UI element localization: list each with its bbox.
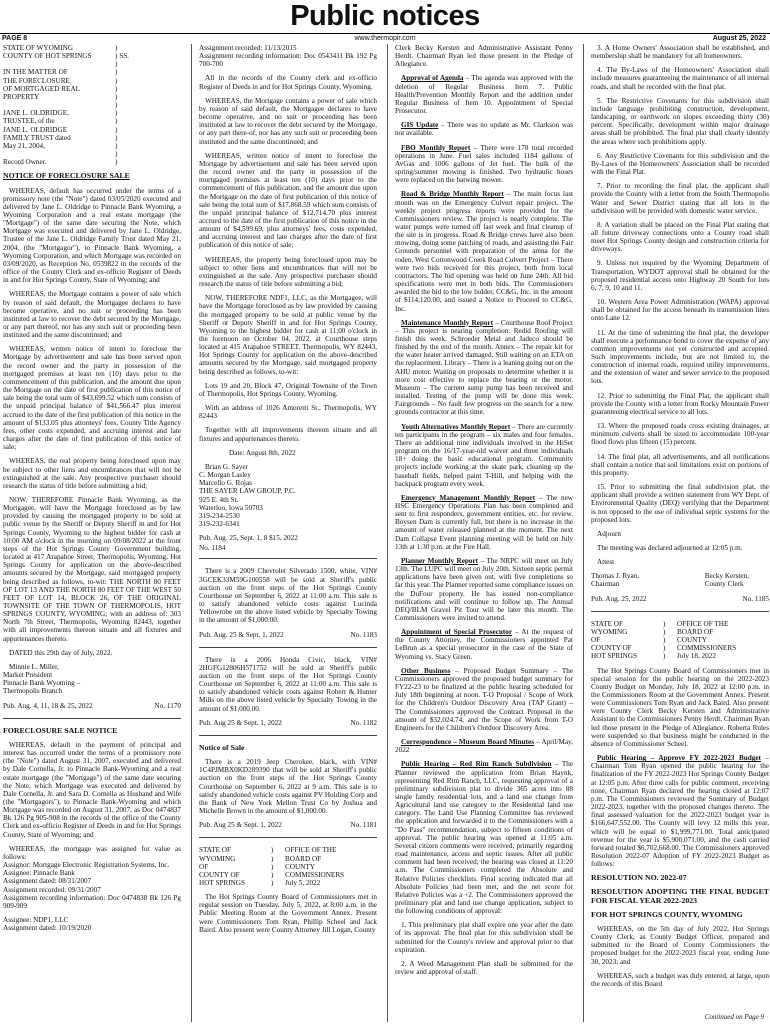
notice-paragraph: Together with all improvements thereon situate and all fixtures and appurtenances thereto. — [199, 426, 377, 443]
item-heading: Approval of Agenda — [401, 74, 464, 83]
item-heading: GIS Update — [401, 121, 439, 130]
agenda-item: Approval of Agenda – The agenda was approved with the deletion of Regular Business Item 7. Public Health/Prevention Monthly Report and the addition under Regular Business of Item 10. Appointment of Special Prosecutor. — [395, 74, 573, 116]
notice-paragraph: With an address of 1026 Amoretti St., Thermopolis, WY 82443 — [199, 404, 377, 421]
column-1 — [3, 44, 181, 1022]
notice-paragraph: The Hot Springs County Board of Commissioners met in regular session on Tuesday, July 5, 2022, at 8:00 a.m. in the Public Meeting Room at the Government Annex. Present were Commissioners Tom Ryan, Phillip Scheel and Jack Baird. Also present were County Attorney Jill Logan, County — [199, 893, 377, 934]
caption-brackets: ) ) ) ) ) — [271, 846, 274, 887]
publication-line — [3, 702, 181, 710]
column-divider — [583, 44, 584, 1022]
signature-block: Minnie L. Miller, Market President Pinnacle Bank Wyoming – Thermopolis Branch — [3, 662, 81, 696]
adjourn-label: Adjourn — [597, 529, 621, 538]
item-heading: Road & Bridge Monthly Report — [401, 190, 504, 199]
notice-separator — [199, 647, 377, 648]
condition-item: 6. Any Restrictive Covenants for this subdivision and the By-Laws of the Homeowners' Association shall be recorded with the Final Plat. — [591, 151, 769, 177]
agenda-item: FBO Monthly Report – There were 178 total recorded operations in June. Fuel sales included 1184 gallons of AvGas and 1006 gallons of Jet fuel. The bulk of the spring/summer mowing is finished. Two hydraulic hoses were replaced on the batwing mower. — [395, 143, 573, 185]
notice-paragraph: There is a 2009 Chevrolet Silverado 1500, white, VIN# 3GCEK33M59G100558 will be sold at Sheriff's public auction on the front steps of the Hot Springs County Courthouse on September 6, 2022 at 11:00 a.m. This sale is to satisfy abandoned vehicle costs against Lucinda Yellowrobe on the above listed vehicle by Specialty Towing in the amount of $1,000.00. — [199, 567, 377, 625]
item-heading: Appointment of Special Prosecutor — [401, 628, 513, 637]
agenda-item: Youth Alternatives Monthly Report – There are currently ten participants in the program – six males and four females. There an additional nine individuals involved in the HiSet program on the 16/17-year-old waiver and three individuals 18+ doing the basic educational program. Community projects include working at the skate park, cleaning up the baseball fields, helped paint T-Hill, and helping with the backpack program every week. — [395, 422, 573, 488]
notice-paragraph: Assignment recorded: 11/13/2015 Assignment recording information: Doc 0543411 Bk 192 Pg 700-700 — [199, 44, 377, 69]
agenda-item: Appointment of Special Prosecutor – At the request of the County Attorney, the Commissioners appointed Pat LeBrun as a special prosecutor in the case of the State of Wyoming vs. Stacy Green. — [395, 628, 573, 661]
notice-paragraph: WHEREAS, the Mortgage contains a power of sale which by reason of said default, the Mortgagee declares to have become operative, and no suit or proceeding has been instituted at law to recover the debt secured by the Mortgage, or any part there-of, nor has any such suit or proceeding been instituted and the same discontinued; and — [199, 96, 377, 146]
caption-right: OFFICE OF THE BOARD OF COUNTY COMMISSIONERS July 5, 2022 — [285, 846, 345, 887]
agenda-item: Correspondence – Museum Board Minutes – April/May, 2022 — [395, 738, 573, 755]
notice-heading: FORECLOSURE SALE NOTICE — [3, 725, 118, 735]
notice-paragraph: There is a 2019 Jeep Cherokee, black, with VIN# 1C4PJMBX0KD289390 that will be sold at Sheriff's public auction on the front steps of the Hot Springs County Courthouse on September 6, 2022 at 9 a.m. This sale is to satisfy abandoned vehicle costs against PV Holding Corp and the Bank of New York Mellon Trust Co by Joshua and Michelle Brown in the amount of $1,000.00. — [199, 758, 377, 816]
pub-dates: Pub. Aug 25 & Sept. 1, 2022 — [199, 718, 282, 727]
agenda-item: Maintenance Monthly Report – Courthouse Roof Project – This project is nearing completion. Redid Roofing will finish this week. Schroeder Metal and Jadeco should be finished by the end of the month. Annex – The repair kit for the water heater arrived damaged. Still waiting on an ETA on the replacement. Library – There is a leaning going out on the AHU motor. Waiting on proposals to determine whether it is more cost effective to replace the bearing or the motor. Museum – The current sump pump has been received and installed. Testing of the pump will be done this week. Fairgrounds – No fault few progress on the search for a new grounds contractor at this time. — [395, 318, 573, 417]
notice-paragraph: WHEREAS, default in the payment of principal and interest has occurred under the terms of a promissory note (the "Note") dated August 31, 2007, executed and delivered by Dale Cornella, Jr. to Pinnacle Bank-Wyoming and a real estate mortgage (the "Mortgage") of the same date securing the Note, which Mortgage was executed and delivered by Dale Cornella, Jr. and Sara D. Cornella as Husband and Wife (the "Mortgagors"), to Pinnacle Bank-Wyoming and which Mortgage was recorded on August 31, 2007, as Doc 0474837 Bk 126 Pg 905-908 in the records of the office of the County Clerk and ex-officio Register of Deeds in and for Hot Springs County, State of Wyoming; and — [3, 740, 181, 839]
case-caption — [591, 620, 769, 661]
condition-item: 14. The final plat, all advertisements, and all notifications shall contain a notice that soil limitations exist on portions of this property. — [591, 452, 769, 477]
pub-dates: Pub. Aug 25 & Sept. 1, 2022 — [199, 821, 282, 830]
notice-separator — [3, 718, 181, 719]
agenda-item: Planner Monthly Report – The NRPC will meet on July 13th. The LUPC will meet on July 20th. Sixteen septic permit applications have been given out, with five completions so far this year. The Planner reported some compliance issues on the DuFour property. He has issued non-compliance notifications and will continue to follow up. The Annual DEQ/BLM Gravel Pit Tour will be later this month. The Commissioners were invited to attend. — [395, 556, 573, 622]
continued-note[interactable]: Continued on Page 9 — [704, 1013, 764, 1021]
dated-line: DATED this 29th day of July, 2022. — [9, 648, 113, 657]
notice-paragraph: WHEREAS, the real property being foreclosed upon may be subject to other liens and encumbrances that will not be extinguished at the sale. Any prospective purchaser should research the status of title before submitting a bid; — [3, 457, 181, 490]
pub-dates: Pub. Aug. 25 & Sept. 1, 2022 — [199, 630, 284, 639]
notice-paragraph: All in the records of the County clerk and ex-officio Register of Deeds in and for Hot Springs County, Wyoming. — [199, 74, 377, 91]
item-heading: FBO Monthly Report — [401, 143, 471, 152]
notice-paragraph: NOW, THEREFORE NDF1, LLC, as the Mortgagee, will have the Mortgage foreclosed as by law provided by causing the mortgaged property to be sold at public venue by the Sheriff or Deputy Sheriff in and for Hot Springs County, Wyoming to the highest bidder for cash at 11:00 o'clock in the forenoon on October 04, 2022, at Courthouse steps located at 415 Arapahoe STREET, Thermopolis, WY 82443, Hot Springs County for application on the above-described amounts secured by the Mortgage, said mortgaged property being described as follows, to-wit: — [199, 294, 377, 376]
condition-item: 3. A Home Owners' Association shall be established, and membership shall be mandatory for all homeowners. — [591, 44, 769, 61]
pub-number: No. 1183 — [350, 630, 377, 639]
column-divider — [387, 44, 388, 1022]
resolution-number: RESOLUTION NO. 2022-07 — [591, 873, 687, 883]
pub-number: No. 1170 — [154, 701, 181, 710]
pub-number: No. 1184 — [199, 544, 226, 553]
caption-left: STATE OF WYOMING OF COUNTY OF HOT SPRINGS — [591, 619, 637, 661]
notice-paragraph: There is a 2006 Honda Civic, black, VIN# 2HGFG12806H571752 will be sold at Sheriff's public auction on the front steps of the Hot Springs County Courthouse on September 6, 2022 at 11:00 a.m. This sale is to satisfy abandoned vehicle costs against Robert & Hunter Mills on the above listed vehicle by Specialty Towing in the amount of $1,000.00. — [199, 655, 377, 713]
resolution-subtitle: FOR HOT SPRINGS COUNTY, WYOMING — [591, 909, 743, 919]
agenda-item: GIS Update – There was no update as Mr. Clarkson was not available. — [395, 121, 573, 138]
caption-left: STATE OF WYOMING OF COUNTY OF HOT SPRINGS — [199, 846, 245, 887]
website-url[interactable]: www.thermopir.com — [354, 35, 416, 42]
condition-item: 9. Unless not required by the Wyoming Department of Transportation, WYDOT approval shall be obtained for the proposed residential access onto Highway 20 South for lots 6, 7, 9, 10 and 11. — [591, 259, 769, 292]
condition-item: 2. A Weed Management Plan shall be submitted for the review and approval of staff. — [395, 959, 573, 977]
caption-right: OFFICE OF THE BOARD OF COUNTY COMMISSIONERS July 18, 2022 — [677, 619, 737, 661]
notice-paragraph: WHEREAS, the property being foreclosed upon may be subject to other liens and encumbrances that will not be extinguished at the sale. Any prospective purchaser should research the status of title before submitting a bid; — [199, 255, 377, 289]
condition-item: 5. The Restrictive Covenants for this subdivision shall include language prohibiting construction, development, landscaping, or earthwork on slopes exceeding thirty (30) percent. Specifically, development within major drainage areas shall be prohibited. The final plat shall clearly identify the areas where such prohibitions apply. — [591, 96, 769, 146]
agenda-item: Public Hearing – Approve FY 2022-2023 Budget – Chairman Tom Ryan opened the public hearing for the finalization of the FY 2022-2023 Hot Springs County Budget at 12:05 p.m. After three calls for public comment, receiving none, Chairman Ryan declared the hearing closed at 12:07 p.m. The Commissioners reviewed the Summary of Budget 2022-2023, together with the proposed changes thereto. The final assessed valuation for the 2022-2023 budget year is $166,647,552.00. The County will levy 12 mills this year, which will be equal to $1,999,771.00. Total anticipated revenue for the year is $5,900,071.00, and the cash carried forward totaled $6,702,668.00. The Commissioners approved Resolution 2022-07 Adoption of FY 2022-2023 Budget as follows: — [591, 754, 769, 869]
clerk-signature: Becky Kersten, County Clerk — [704, 572, 749, 589]
condition-item: 15. Prior to submitting the final subdivision plat, the applicant shall provide a written statement from WY Dept. of Environmental Quality (DEQ) verifying that the Department is not opposed to the use of individual septic systems for the proposed lots. — [591, 483, 769, 524]
publication-line — [591, 595, 769, 603]
item-heading: Public Hearing – Approve FY 2022-2023 Budget — [597, 754, 761, 763]
chairman-signature: Thomas J. Ryan, Chairman — [591, 572, 640, 589]
signature-block: Brian G. Sayer C. Morgan Lasley Marcello G. Rojas THE SAYER LAW GROUP, P.C. 925 E. 4th St. Waterloo, Iowa 50703 319-234-2530 319-232-6341 — [199, 462, 296, 528]
pub-number: No. 1182 — [350, 718, 377, 727]
condition-item: 4. The By-Laws of the Homeowners' Association shall include measures guaranteeing the maintenance of all internal roads, and shall be recorded with the final plat. — [591, 66, 769, 91]
notice-paragraph: WHEREAS, such a budget was duly entered, at large, upon the records of this Board — [591, 971, 769, 988]
pub-dates: Pub. Aug. 25, Sept. 1, 8 $15, 2022 — [199, 534, 298, 543]
agenda-item: Public Hearing – Red Rim Ranch Subdivision – The Planner reviewed the application from Brian Haynk, representing Red Rim Ranch, LLC, requesting approval of a preliminary subdivision plat to divide 365 acres into 88 single family residential lots, and a land use change from Agricultural land use category to the Residential land use category. The Land Use Planning Committee has reviewed the application and forwarded it to the Commissioners with a "Do Pass" recommendation, subject to fifteen conditions of approval. The public hearing was opened at 11:05 a.m. Several citizen comments were received, primarily regarding road maintenance, access and septic issues. After all public comment had been received, the hearing was closed at 11:20 a.m. The Commissioners completed the Absolute and Relative Policies checklists. Final scoring indicated that all Absolute Policies had been met, and the net score for Relative Policies was a +2. The Commissioners approved the preliminary plat and land use change application, subject to the following conditions of approval: — [395, 760, 573, 916]
issue-date: August 25, 2022 — [712, 35, 766, 42]
page-number: PAGE 8 — [2, 35, 28, 42]
notice-paragraph: Clerk Becky Kersten and Administrative Assistant Penny Herdt. Chairman Ryan led those present in the Pledge of Allegiance. — [395, 44, 573, 69]
attest-label: Attest — [597, 558, 615, 567]
column-3 — [395, 44, 573, 1022]
condition-item: 1. This preliminary plat shall expire one year after the date of its approval. The final plat for this subdivision shall be submitted for the County's review and approval prior to that expiration. — [395, 921, 573, 954]
pub-dates: Pub. Aug. 4, 11, 18 & 25, 2022 — [3, 701, 93, 710]
notice-paragraph: Lots 19 and 20, Block 47, Original Townsite of the Town of Thermopolis, Hot Springs County, Wyoming. — [199, 381, 377, 398]
column-divider — [191, 44, 192, 1022]
agenda-item: Road & Bridge Monthly Report – The main focus last month was on the Emergency Culvert repair project. The weekly project progress reports were provided for the Commissioners review. The project is nearly complete. The water pumps were turned off last week and final cleanup of the site is in progress. Road & Bridge crews have also been mowing, doing some patching of roads, and assisting the Fair Grounds personnel with preparation of the arena for the rodeo. West Cottonwood Creek Road Culvert Project – There were two bids received for this project, both from local contractors. The bid opening was held on June 24th. All bid specifications were met in both bids. The Commissioners awarded the bid to the low bidder, CC&G, Inc. in the amount of $114,120.00, and issued a Notice to Proceed to CC&G, Inc. — [395, 190, 573, 313]
notice-heading: Notice of Sale — [199, 742, 245, 752]
notice-separator — [591, 611, 769, 612]
column-2 — [199, 44, 377, 1022]
notice-paragraph: Assignee: NDP1, LLC Assignment dated: 10/19/2020 — [3, 916, 92, 933]
notice-paragraph: WHEREAS, the mortgage was assigned for value as follows: Assignor: Mortgage Electronic Registration Systems, Inc. Assignee: Pinnacle Bank Assignment dated: 08/31/2007 Assignment recorded: 09/31/2007 Assignment recording information: Doc 0474838 Bk 126 Pg 909-909 — [3, 844, 181, 910]
agenda-item: Emergency Management Monthly Report – The new HSC Emergency Operations Plan has been completed and sent to first responders, government entities, etc. for review. Boysen Dam is currently full, but there is no increase in the amount of water released planned at the moment. The next Dam Collapse Event planning meeting will be held on July 13th at 1:30 p.m. at the Fire Hall. — [395, 493, 573, 551]
caption-brackets: ) ) ) ) ) — [663, 619, 666, 661]
resolution-title: RESOLUTION ADOPTING THE FINAL BUDGET FOR FISCAL YEAR 2022-2023 — [591, 887, 769, 905]
page-title: Public notices — [290, 0, 480, 32]
agenda-item: Other Business – Proposed Budget Summary – The Commissioners approved the proposed budget summary for FY22-23 to be finalized at the public hearing scheduled for July 18th beginning at noon. T-O Proposal / Scope of Work for the Children's Outdoor Discovery Area (TAP Grant) – The Commissioners approved the Contract Proposal in the amount of $32,024.74, and the Scope of Work from T-O Engineers for the Children's Outdoor Discovery Area. — [395, 666, 573, 732]
case-caption — [199, 846, 377, 887]
publication-line — [199, 631, 377, 639]
item-heading: Youth Alternatives Monthly Report — [401, 422, 511, 431]
masthead — [0, 0, 770, 32]
notice-separator — [199, 558, 377, 559]
item-heading: Correspondence – Museum Board Minutes — [401, 738, 535, 747]
folio-strip — [0, 33, 770, 43]
publication-line — [199, 534, 377, 542]
item-heading: Emergency Management Monthly Report — [401, 493, 536, 502]
item-heading: Other Business — [401, 666, 451, 675]
condition-item: 11. At the time of submitting the final plat, the developer shall execute a performance bond to cover the expense of any common improvements not yet constructed and accepted. Such improvements include, but are not limited to, the construction of internal roads, required utility improvements, and the extension of water and sewer service to the proposed lots. — [591, 328, 769, 386]
notice-paragraph: WHEREAS, the Mortgage contains a power of sale which by reason of said default, the Mortgagee declares to have become operative, and no suit or proceeding has been instituted at law to recover the debt secured by the Mortgage, or any part thereof, nor has any such suit or proceeding been instituted and the same discontinued; and — [3, 290, 181, 340]
notice-paragraph: WHEREAS, written notice of intent to foreclose the Mortgage by advertisement and sale has been served upon the record owner and the party in possession of the mortgaged premises at least ten (10) days prior to the commencement of this publication, and the amount due upon the Mortgage on the date of first publication of this notice of sale being the total sum of $43,699.52 which sum consists of the unpaid principal balance of $41,566.47 plus interest accrued to the date of the first publication of this notice in the amount of $133.05 plus attorneys' fees, County Title Agency fees, other costs expended, and accruing interest and late charges after the date of first publication of this notice of sale; — [3, 345, 181, 452]
condition-item: 13. Where the proposed roads cross existing drainages, at minimum culverts shall be sized to accommodate 100-year flood flows plus fifteen (15) percent. — [591, 422, 769, 447]
condition-item: 7. Prior to recording the final plat, the applicant shall provide the County with a letter from the South Thermopolis Water and Sewer District stating that all lots in the subdivision will be provided with domestic water service. — [591, 182, 769, 215]
item-heading: Public Hearing – Red Rim Ranch Subdivision — [401, 760, 552, 769]
notice-paragraph: The Hot Springs County Board of Commissioners met in special session for the public hearing on the 2022-2023 County Budget on Monday, July 18, 2022 at 12:00 p.m. in the Commissioners Room at the Government Annex. Present were Commissioners Tom Ryan and Jack Baird. Also present were County Clerk Becky Kersten and Administrative Assistant to the Commissioners Penny Herdt. Chairman Ryan led those present in the Pledge of Allegiance. Roberta Rules were suspended so that business might be conducted in the absence of Commissioner Scheel. — [591, 666, 769, 748]
pub-dates: Pub. Aug. 25, 2022 — [591, 594, 647, 603]
notice-paragraph: WHEREAS, default has occurred under the terms of a promissory note (the "Note") dated 03/05/2020 executed and delivered by Jane L. Oldridge to Pinnacle Bank Wyoming, a Wyoming Corporation and a real estate mortgage (the "Mortgage") of the same date securing the Note, which Mortgage was executed and delivered by Jane L. Oldridge, Trustee of the Jane L. Oldridge Family Trust dated May 21, 2004, (the "Mortgagor"), to Pinnacle Bank Wyoming, a Wyoming Corporation, and which Mortgage was recorded on 03/09/2020, as Reception No. 0539822 in the records of the office of the County Clerk and ex-officio Register of Deeds in and for Hot Springs County, State of Wyoming; and — [3, 186, 181, 285]
signature-row — [591, 572, 769, 588]
case-caption — [3, 44, 181, 166]
caption-brackets: ) ) SS. ) ) ) ) ) ) ) ) ) ) ) ) ) — [115, 44, 129, 167]
publication-line — [199, 719, 377, 727]
condition-item: 10. Western Area Power Administration (WAPA) approval shall be obtained for the access beneath its transmission lines onto Lane 12. — [591, 298, 769, 323]
pub-number: No. 1185 — [742, 594, 769, 603]
notice-paragraph: NOW, THEREFORE Pinnacle Bank Wyoming, as the Mortgagee, will have the Mortgage foreclosed as by law provided by causing the mortgaged property to be sold at public venue by the Sheriff or Deputy Sheriff in and for Hot Springs County, Wyoming to the highest bidder for cash at 10:00 AM o'clock in the morning on 09/08/2022 at the front steps of the Hot Springs County Government building, located at 417 Arapahoe Street, Thermopolis, Wyoming, Hot Springs County for application on the above-described amounts secured by the Mortgage, said mortgaged property being described as follows, to-wit: THE NORTH 80 FEET OF LOT 13 AND THE NORTH 80 FEET OF THE WEST 50 FEET OF LOT 14, BLOCK 26, OF THE ORIGINAL TOWNSITE OF THE TOWN OF THERMOPOLIS, HOT SPRINGS COUNTY, WYOMING; with an address of: 303 North 7th Street, Thermopolis, Wyoming 82443, together with all improvements thereon situate and all fixtures and appurtenances thereto. — [3, 495, 181, 643]
item-heading: Planner Monthly Report — [401, 556, 479, 565]
publication-line — [199, 821, 377, 829]
notice-paragraph: The meeting was declared adjourned at 12:05 p.m. — [597, 543, 743, 552]
notice-paragraph: WHEREAS, written notice of intent to foreclose the Mortgage by advertisement and sale has been served upon the record owner and the party in possession of the mortgaged premises at least ten (10) days prior to the commencement of this publication, and the amount due upon the Mortgage on the date of first publication of this notice of sale being the total sum of $17,868.59 which sum consists of the unpaid principal balance of $12,714.70 plus interest accrued to the date of the first publication of this notice in the amount of $4,599.69, plus attorneys' fees, costs expended, and accruing interest and late charges after the date of first publication of this notice of sale; — [199, 151, 377, 250]
column-4 — [591, 44, 769, 1022]
caption-left: STATE OF WYOMING COUNTY OF HOT SPRINGS IN THE MATTER OF THE FORECLOSURE OF MORTGAGED REAL PROPERTY JANE L. OLDRIDGE, TRUSTEE, of the JANE L. OLDRIDGE FAMILY TRUST dated May 21, 2004, Record Owner. — [3, 44, 92, 167]
pub-number: No. 1181 — [350, 821, 377, 830]
dated-line: Date: August 8th, 2022 — [229, 448, 296, 457]
item-heading: Maintenance Monthly Report — [401, 318, 494, 327]
notice-separator — [199, 735, 377, 736]
notice-paragraph: WHEREAS, on the 5th day of July 2022, Hot Springs County Clerk, as County Budget Officer, prepared and submitted to the Board of County Commissioners the proposed budget for the 2022-2023 fiscal year, ending June 30, 2023; and — [591, 924, 769, 966]
condition-item: 8. A variation shall be placed on the Final Plat stating that all future driveway connections onto a County road shall meet Hot Springs County design and construction criteria for driveways. — [591, 220, 769, 254]
notice-heading: NOTICE OF FORECLOSURE SALE — [3, 171, 130, 181]
condition-item: 12. Prior to submitting the Final Plat, the applicant shall provide the County with a letter from Rocky Mountain Power guaranteeing electrical service to all lots. — [591, 391, 769, 416]
notice-separator — [199, 837, 377, 838]
